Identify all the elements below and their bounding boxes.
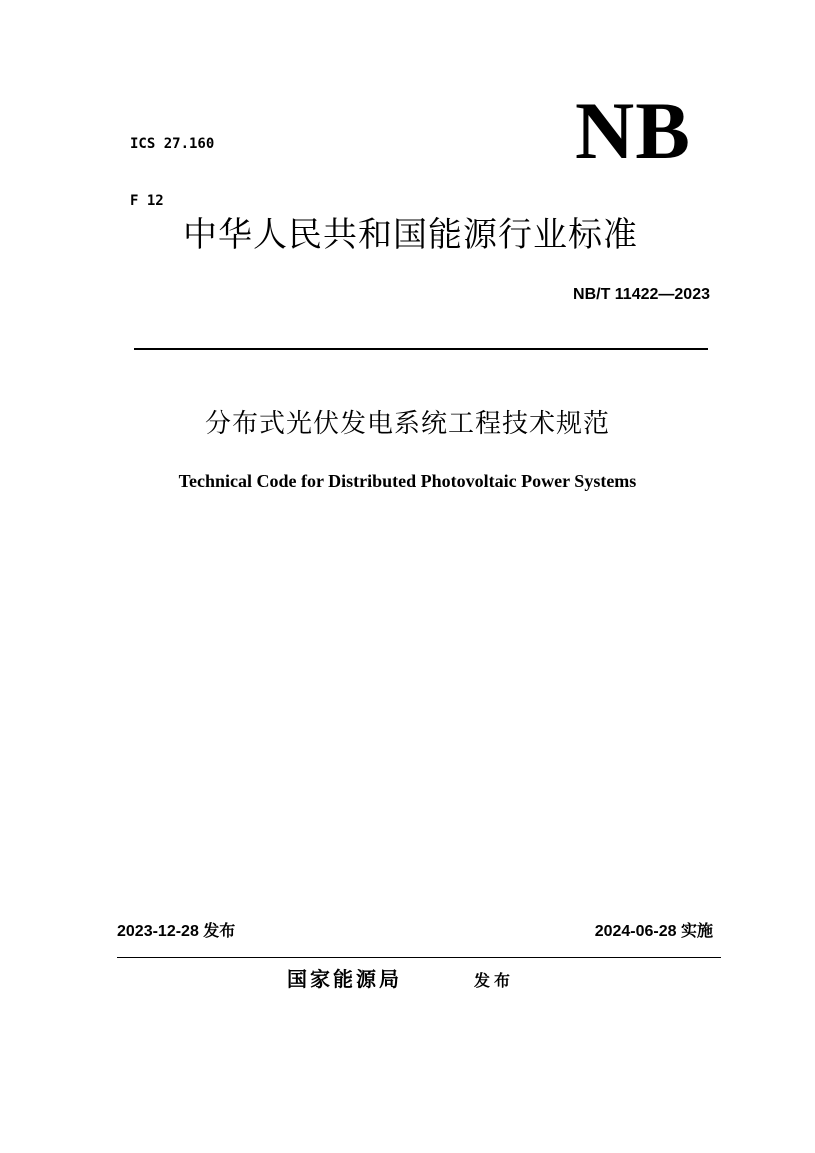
bottom-divider [117,957,721,958]
document-title-chinese: 分布式光伏发电系统工程技术规范 [204,409,610,439]
implementation-date: 2024-06-28 实施 [594,923,713,940]
issue-date: 2023-12-28 发布 [117,923,236,940]
publisher-name: 国家能源局 [287,967,402,991]
document-title-english: Technical Code for Distributed Photovoltaic Power Systems [178,471,637,491]
nb-logo: NB [575,85,691,176]
top-divider [134,348,708,350]
ccs-code: F 12 [130,193,164,209]
ics-code: ICS 27.160 [130,136,215,152]
standard-number: NB/T 11422—2023 [573,286,710,303]
standard-category-title: 中华人民共和国能源行业标准 [183,215,638,255]
publisher-action: 发布 [474,971,515,990]
